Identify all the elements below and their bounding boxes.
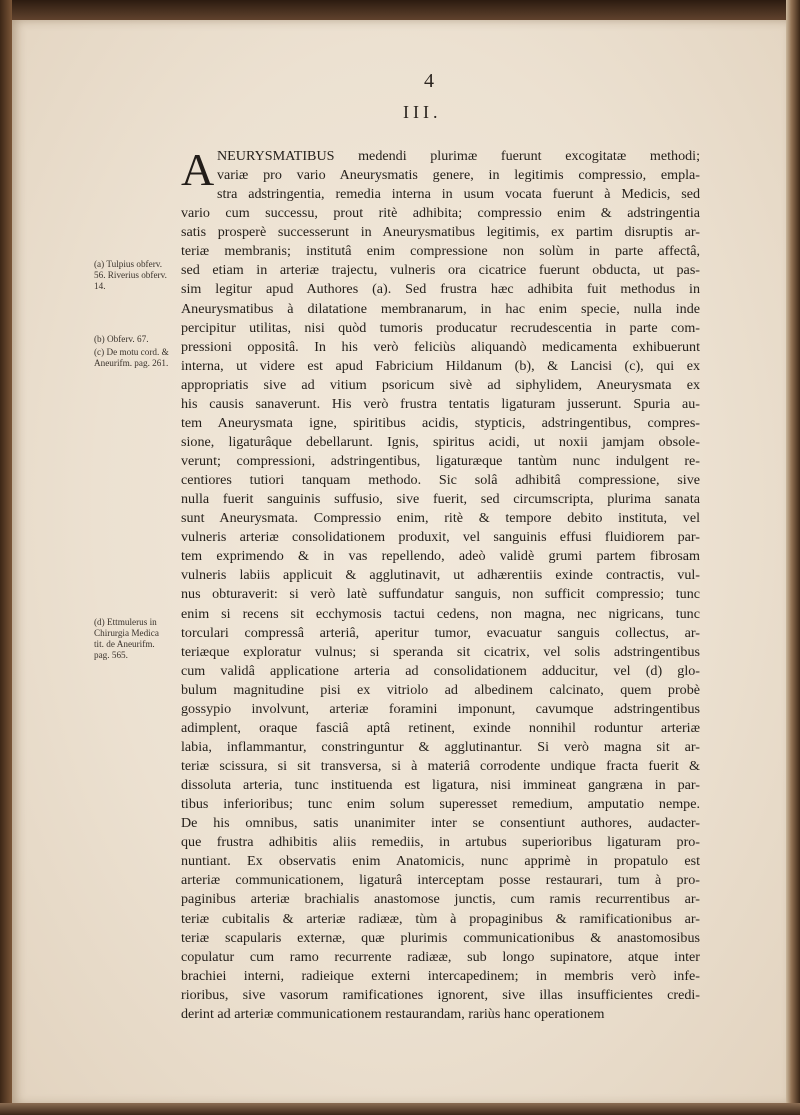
text-line: stra adstringentia, remedia interna in usum vocata fuerunt à Medicis, sed	[217, 186, 700, 203]
text-line: satis prosperè successerunt in Aneurysmatibus legitimis, ex partim disruptis ar-	[181, 224, 700, 241]
text-line: sunt Aneurysmata. Compressio enim, ritè & tempore debito instituta, vel	[181, 510, 700, 527]
book-spine	[0, 0, 12, 1115]
page-edge	[786, 0, 800, 1115]
text-line: teriæ cubitalis & arteriæ radiææ, tùm à propaginibus & ramificationibus ar-	[181, 910, 700, 927]
text-line: adimplent, oraque fasciâ aptâ retinent, exinde nonnihil roduntur arteriæ	[181, 719, 700, 736]
text-line: vulneris arteriæ consolidationem produxit, vel sanguinis effusi fluidiorem par-	[181, 529, 700, 546]
text-line: dissoluta arteria, tunc instituenda est ligatura, nisi immineat gangræna in par-	[181, 777, 700, 794]
text-line: teriæ membranis; institutâ enim compressione non solùm in parte affectâ,	[181, 243, 700, 260]
margin-note-d: (d) Ettmulerus in Chirurgia Medica tit. de Aneurifm. pag. 565.	[94, 617, 159, 660]
text-line: arteriæ communicationem, ligaturâ interceptam posse restaurari, tum à pro-	[181, 872, 700, 889]
text-line: variæ pro vario Aneurysmatis genere, in legitimis compressio, empla-	[217, 167, 700, 184]
text-line: pressioni oppositâ. In his verò feliciùs aliquandò medicamenta exhibuerunt	[181, 338, 700, 355]
text-line: sed etiam in arteriæ trajectu, vulneris ora cicatrice fuerunt obducta, ut pas-	[181, 262, 700, 279]
text-line: percipitur utilitas, nisi quòd tumoris producatur recrudescentia in parte com-	[181, 319, 700, 336]
text-line: nus obturaverit: si verò latè suffundatur sanguis, non sufficit compressio; tunc	[181, 586, 700, 603]
text-line: vulneris labiis applicuit & agglutinavit, ut adhærentiis exinde contractis, vul-	[181, 567, 700, 584]
page-number: 4	[424, 70, 434, 92]
text-line: cum validâ applicatione arteria ad consolidationem adducitur, vel (d) glo-	[181, 662, 700, 679]
margin-note-a: (a) Tulpius obferv. 56. Riverius obferv. 14.	[94, 259, 167, 291]
text-line: copulatur cum ramo recurrente radiææ, sub longo supinatore, atque inter	[181, 948, 700, 965]
text-line: paginibus arteriæ brachialis anastomose junctis, cum ramis recurrentibus ar-	[181, 891, 700, 908]
margin-note-b: (b) Obferv. 67.	[94, 334, 149, 344]
body-text	[181, 144, 700, 1024]
book-page	[10, 20, 786, 1105]
text-line: labia, inflammantur, constringuntur & agglutinantur. Si verò magna sit ar-	[181, 738, 700, 755]
text-line: sim legitur apud Authores (a). Sed frustra hæc adhibita fuit methodus in	[181, 281, 700, 298]
text-line: torculari compressâ arteriâ, aperitur tumor, evacuatur sanguis collectus, ar-	[181, 624, 700, 641]
text-line: gossypio involvunt, arteriæ foramini imponunt, cavumque adstringentibus	[181, 700, 700, 717]
page-bottom-edge	[0, 1103, 800, 1115]
text-line: tibus inferioribus; tunc enim solum superesset remedium, amputatio nempe.	[181, 796, 700, 813]
text-line: sione, ligaturâque debellarunt. Ignis, spiritus acidi, ut noxii jamjam obsole-	[181, 433, 700, 450]
section-heading: III.	[403, 102, 442, 122]
text-line: teriæ scapularis externæ, quæ plurimis communicationibus & anastomosibus	[181, 929, 700, 946]
text-line: his causis sanaverunt. His verò frustra tentatis ligaturam jusserunt. Spuria au-	[181, 395, 700, 412]
text-line: enim si recens sit ecchymosis tactui cedens, non magna, nec nigricans, tunc	[181, 605, 700, 622]
margin-note-c: (c) De motu cord. & Aneurifm. pag. 261.	[94, 347, 169, 368]
text-line: nuntiant. Ex observatis enim Anatomicis, nunc apprimè in propatulo est	[181, 853, 700, 870]
text-line: verunt; compressioni, adstringentibus, ligaturæque tantùm nunc indulgent re-	[181, 453, 700, 469]
text-line: rioribus, sive vasorum ramificationes ignorent, sive illas insufficientes credi-	[181, 986, 700, 1003]
text-line: tem Aneurysmata igne, spiritibus acidis, stypticis, adstringentibus, compres-	[181, 414, 700, 431]
text-line: appropriatis sive ad vitium psoricum sivè ad siphylidem, Aneurysmata ex	[181, 376, 700, 393]
text-line: derint ad arteriæ communicationem restaurandam, rariùs hanc operationem	[181, 1005, 605, 1022]
drop-cap: A	[181, 144, 215, 195]
text-line: De his omnibus, satis unanimiter inter se consentiunt authores, audacter-	[181, 815, 700, 832]
text-line: centiores tutiori tanquam methodo. Sic solâ adhibitâ compressione, sive	[181, 472, 700, 489]
text-line: teriæque exploratur vulnus; si speranda sit cicatrix, vel solis adstringentibus	[181, 643, 700, 660]
text-line: brachiei interni, radieique externi intercapedinem; in membris verò infe-	[181, 967, 700, 984]
text-line: nulla fuerit sanguinis suffusio, sive fuerit, sed circumscripta, plurima sanata	[181, 491, 700, 508]
text-line: vario cum successu, prout ritè adhibita; compressio enim & adstringentia	[181, 205, 700, 222]
text-line: NEURYSMATIBUS medendi plurimæ fuerunt excogitatæ methodi;	[217, 148, 700, 164]
text-line: interna, ut videre est apud Fabricium Hildanum (b), & Lancisi (c), qui ex	[181, 357, 700, 374]
text-line: bulum magnitudine pisi ex vitriolo ad albedinem calcinato, quem probè	[181, 681, 700, 698]
text-line: que frustra adhibitis aliis remediis, in artubus superioribus ligaturam pro-	[181, 834, 700, 851]
text-line: tem exprimendo & in vas repellendo, adeò validè grumi partem fibrosam	[181, 548, 700, 565]
text-line: Aneurysmatibus à dilatatione membranarum, in hac enim specie, nulla inde	[181, 300, 700, 317]
text-line: teriæ scissura, si sit transversa, si à materiâ corrodente undique fracta fuerit &	[181, 758, 700, 774]
